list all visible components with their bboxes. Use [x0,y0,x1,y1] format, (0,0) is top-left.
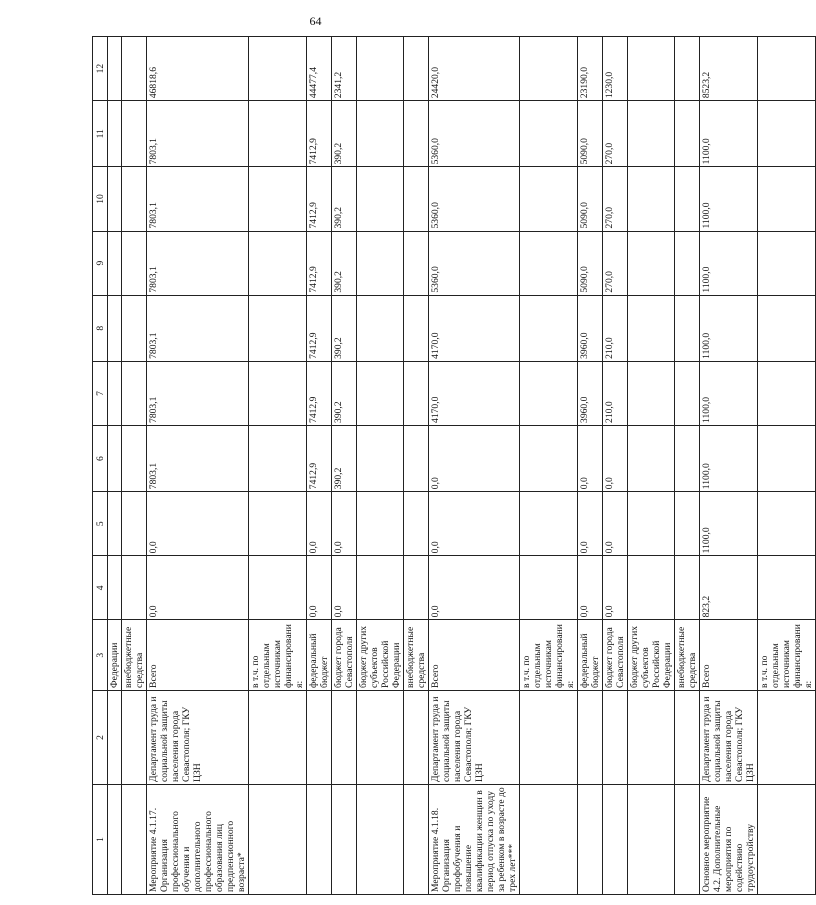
table-cell: 390,2 [332,231,357,295]
table-cell: 4170,0 [429,295,520,361]
column-number: 6 [93,425,108,491]
table-cell: 8523,2 [700,37,758,101]
table-cell [122,231,147,295]
table-row [147,37,249,895]
table-cell: 0,0 [603,425,628,491]
table-cell [628,425,675,491]
table-cell [122,361,147,425]
table-cell [249,425,307,491]
table-row [578,37,603,895]
table-cell [122,101,147,167]
table-row [108,37,122,895]
rotated-table-frame [92,36,814,895]
table-cell: 0,0 [578,492,603,556]
table-cell [357,231,404,295]
table-cell [520,231,578,295]
table-cell [249,361,307,425]
table-cell [307,784,332,894]
table-cell [520,361,578,425]
table-cell [603,784,628,894]
table-cell: 24420,0 [429,37,520,101]
table-cell [249,784,307,894]
table-cell: 0,0 [578,556,603,620]
table-cell [404,295,429,361]
table-cell [404,492,429,556]
table-row [520,37,578,895]
table-cell: 0,0 [147,492,249,556]
table-cell: 7803,1 [147,295,249,361]
table-cell: 7412,9 [307,231,332,295]
table-cell: 270,0 [603,101,628,167]
table-cell: 390,2 [332,101,357,167]
table-cell [758,690,816,784]
table-cell [675,556,700,620]
column-number: 12 [93,37,108,101]
table-cell: 0,0 [147,556,249,620]
table-cell: 210,0 [603,361,628,425]
table-cell [675,690,700,784]
table-row [404,37,429,895]
table-cell: внебюджетные средства [404,620,429,691]
table-cell [249,37,307,101]
table-row [758,37,816,895]
table-cell [404,231,429,295]
table-cell: 0,0 [307,556,332,620]
table-cell: федеральный бюджет [307,620,332,691]
table-cell [122,295,147,361]
table-cell [404,37,429,101]
rotated-table-area [92,36,814,895]
column-number: 10 [93,167,108,231]
table-cell [357,37,404,101]
table-cell [122,37,147,101]
table-cell: Федерации [108,620,122,691]
table-cell: 7803,1 [147,167,249,231]
table-cell: 5090,0 [578,167,603,231]
table-cell [404,425,429,491]
table-cell: в т.ч. по отдельным источникам финансирования: [249,620,307,691]
table-cell [357,784,404,894]
table-cell [404,101,429,167]
table-cell [675,295,700,361]
table-cell [675,361,700,425]
table-cell: внебюджетные средства [675,620,700,691]
table-cell [122,425,147,491]
table-cell: 0,0 [332,492,357,556]
table-cell: Всего [429,620,520,691]
table-cell [357,101,404,167]
table-cell [122,556,147,620]
table-row [628,37,675,895]
table-cell [249,231,307,295]
table-cell: 7412,9 [307,101,332,167]
table-cell: внебюджетные средства [122,620,147,691]
table-cell [675,101,700,167]
table-cell [357,492,404,556]
table-cell [520,425,578,491]
table-cell: 390,2 [332,361,357,425]
table-cell: 5360,0 [429,231,520,295]
table-cell [249,101,307,167]
column-number: 9 [93,231,108,295]
table-cell: 0,0 [429,556,520,620]
table-cell [404,690,429,784]
table-cell [332,784,357,894]
table-cell [675,784,700,894]
table-cell: федеральный бюджет [578,620,603,691]
table-cell: 1100,0 [700,295,758,361]
table-cell: 7412,9 [307,361,332,425]
table-cell: 823,2 [700,556,758,620]
table-cell: Департамент труда и социальной защиты населения города Севастополя; ГКУ ЦЗН [429,690,520,784]
table-cell [520,784,578,894]
table-cell [307,690,332,784]
table-cell: 4170,0 [429,361,520,425]
table-cell: 5090,0 [578,101,603,167]
table-cell [122,492,147,556]
table-cell [122,167,147,231]
table-cell [758,784,816,894]
table-cell [122,690,147,784]
table-cell: 44477,4 [307,37,332,101]
table-cell [628,167,675,231]
column-number: 8 [93,295,108,361]
column-number: 4 [93,556,108,620]
table-cell: в т.ч. по отдельным источникам финансирования: [520,620,578,691]
table-cell: 1100,0 [700,492,758,556]
table-cell [675,231,700,295]
table-cell [520,556,578,620]
page-number: 64 [309,14,322,28]
column-number: 3 [93,620,108,691]
table-cell [108,231,122,295]
table-cell [108,425,122,491]
table-cell [758,295,816,361]
table-cell: 270,0 [603,231,628,295]
table-row [429,37,520,895]
table-cell [675,37,700,101]
table-cell [628,37,675,101]
column-number: 2 [93,690,108,784]
table-cell: Всего [700,620,758,691]
table-cell [758,231,816,295]
table-cell: 5360,0 [429,101,520,167]
table-cell [108,37,122,101]
table-cell [357,425,404,491]
table-cell [628,556,675,620]
table-row [700,37,758,895]
table-cell [249,690,307,784]
table-cell: 0,0 [307,492,332,556]
table-cell [357,556,404,620]
table-cell: 5360,0 [429,167,520,231]
table-cell [628,295,675,361]
table-row [675,37,700,895]
table-cell [108,101,122,167]
table-cell [675,492,700,556]
table-row [307,37,332,895]
table-cell: 1230,0 [603,37,628,101]
table-cell [108,361,122,425]
table-cell: 1100,0 [700,101,758,167]
table-cell [758,167,816,231]
table-cell [108,690,122,784]
table-cell: 7803,1 [147,361,249,425]
table-row [249,37,307,895]
column-number: 1 [93,784,108,894]
table-cell [108,556,122,620]
table-cell [628,101,675,167]
table-cell [603,690,628,784]
table-cell: бюджет города Севастополя [603,620,628,691]
table-cell [404,167,429,231]
table-cell: Мероприятие 4.1.18. Организация профобучения и повышение квалификации женщин в период отпуска по уходу за ребенком в возрасте до трех лет*** [429,784,520,894]
table-row [122,37,147,895]
table-cell [357,690,404,784]
table-cell [249,492,307,556]
table-cell: 1100,0 [700,231,758,295]
table-cell [332,690,357,784]
table-cell: 270,0 [603,167,628,231]
table-cell: 3960,0 [578,361,603,425]
table-cell: 23190,0 [578,37,603,101]
table-cell [758,361,816,425]
table-cell [520,295,578,361]
table-cell [758,492,816,556]
column-number: 7 [93,361,108,425]
table-cell [249,167,307,231]
table-cell [520,37,578,101]
table-cell: 390,2 [332,295,357,361]
header-row [93,37,108,895]
table-row [357,37,404,895]
table-cell [758,425,816,491]
table-cell [249,295,307,361]
table-cell [520,492,578,556]
table-cell: 0,0 [429,492,520,556]
table-cell [357,295,404,361]
table-cell: бюджет других субъектов Российской Федерации [628,620,675,691]
table-cell [578,784,603,894]
table-cell: бюджет города Севастополя [332,620,357,691]
table-cell: 1100,0 [700,425,758,491]
table-cell: 1100,0 [700,167,758,231]
table-cell [520,167,578,231]
table-cell [628,361,675,425]
table-cell [404,556,429,620]
table-cell [404,361,429,425]
table-cell: Всего [147,620,249,691]
table-cell: 5090,0 [578,231,603,295]
funding-table [92,36,816,895]
table-cell: 0,0 [603,492,628,556]
table-cell: 7412,9 [307,425,332,491]
table-cell [758,101,816,167]
table-cell [520,690,578,784]
table-cell: 7803,1 [147,425,249,491]
table-cell [108,492,122,556]
table-cell: 46818,6 [147,37,249,101]
table-cell: 7412,9 [307,167,332,231]
table-cell [758,556,816,620]
table-cell: 0,0 [603,556,628,620]
table-cell [520,101,578,167]
table-cell [108,295,122,361]
table-cell: 1100,0 [700,361,758,425]
table-cell: бюджет других субъектов Российской Федерации [357,620,404,691]
table-cell [628,231,675,295]
table-cell [628,690,675,784]
column-number: 5 [93,492,108,556]
table-cell [108,167,122,231]
table-cell [628,492,675,556]
table-cell [675,425,700,491]
table-cell: Основное мероприятие 4.2. Дополнительные мероприятия по содействию трудоустройству [700,784,758,894]
table-cell [357,167,404,231]
table-cell: 0,0 [332,556,357,620]
table-cell: 0,0 [429,425,520,491]
table-cell: Мероприятие 4.1.17. Организация профессионального обучения и дополнительного профессионального образования лиц предпенсионного возраста* [147,784,249,894]
table-cell: 3960,0 [578,295,603,361]
table-cell: в т.ч. по отдельным источникам финансирования: [758,620,816,691]
table-cell: Департамент труда и социальной защиты населения города Севастополя; ГКУ ЦЗН [700,690,758,784]
table-cell [675,167,700,231]
table-cell: 7803,1 [147,101,249,167]
table-cell [357,361,404,425]
table-row [603,37,628,895]
table-cell: 390,2 [332,167,357,231]
table-cell [628,784,675,894]
table-cell: 2341,2 [332,37,357,101]
table-cell [249,556,307,620]
table-cell [108,784,122,894]
table-row [332,37,357,895]
table-cell [758,37,816,101]
table-cell [578,690,603,784]
table-cell [122,784,147,894]
table-cell: 0,0 [578,425,603,491]
table-cell: 210,0 [603,295,628,361]
table-cell: 7412,9 [307,295,332,361]
table-cell: Департамент труда и социальной защиты населения города Севастополя; ГКУ ЦЗН [147,690,249,784]
column-number: 11 [93,101,108,167]
table-cell: 390,2 [332,425,357,491]
table-cell [404,784,429,894]
table-cell: 7803,1 [147,231,249,295]
